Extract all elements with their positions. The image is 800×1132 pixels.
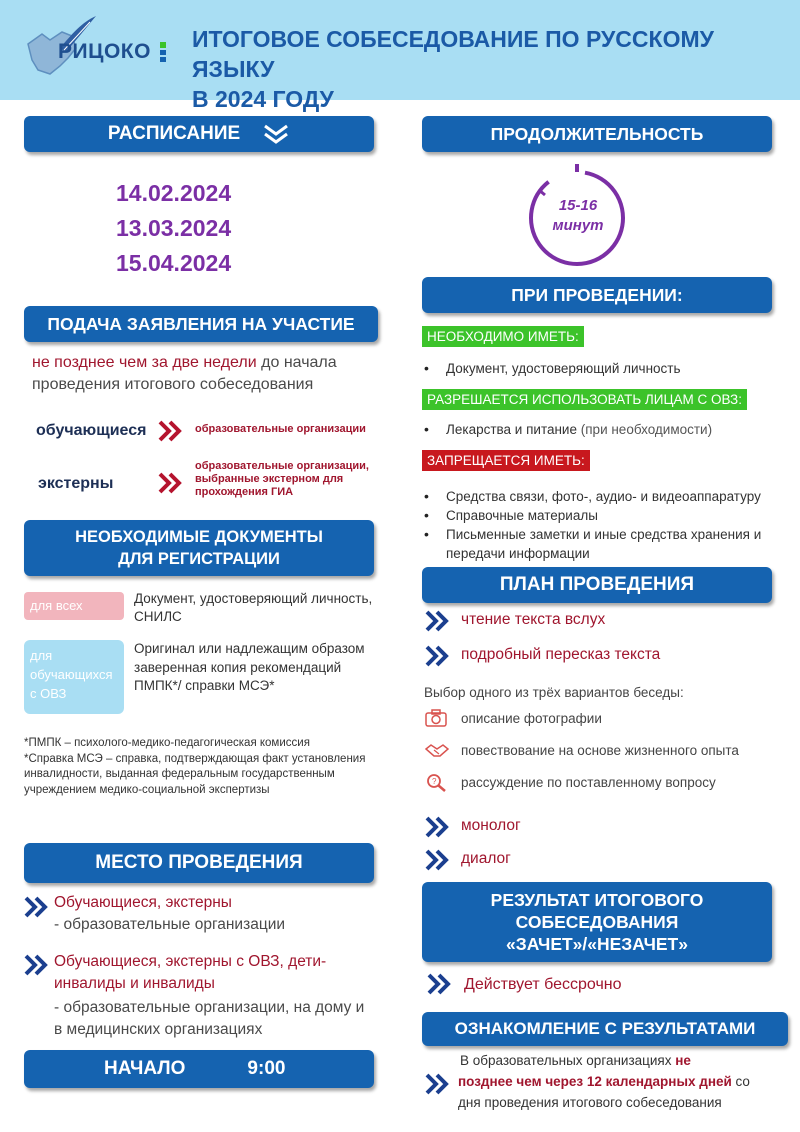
venue-where-2: - образовательные организации, на дому и в медицинских организациях bbox=[54, 999, 365, 1038]
must-have-list bbox=[424, 359, 784, 378]
logo-text: РИЦОКО bbox=[58, 40, 151, 63]
duration-header: ПРОДОЛЖИТЕЛЬНОСТЬ bbox=[422, 116, 772, 152]
chevron-right-icon bbox=[424, 610, 450, 632]
application-header: ПОДАЧА ЗАЯВЛЕНИЯ НА УЧАСТИЕ bbox=[24, 306, 378, 342]
schedule-header: РАСПИСАНИЕ bbox=[24, 116, 374, 152]
choice-photo: описание фотографии bbox=[461, 711, 602, 726]
applicant-students: обучающиеся bbox=[36, 422, 147, 439]
magnifier-icon bbox=[426, 773, 448, 793]
applicant-externs-where: образовательные организации, выбранные экстерном для прохождения ГИА bbox=[195, 460, 369, 498]
allowed-tag: РАЗРЕШАЕТСЯ ИСПОЛЬЗОВАТЬ ЛИЦАМ С ОВЗ: bbox=[422, 389, 747, 410]
chevron-right-icon bbox=[150, 420, 190, 442]
handshake-icon bbox=[425, 741, 449, 759]
plan-step-monologue: монолог bbox=[461, 817, 521, 834]
choice-reasoning: рассуждение по поставленному вопросу bbox=[461, 775, 716, 790]
during-header: ПРИ ПРОВЕДЕНИИ: bbox=[422, 277, 772, 313]
double-chevron-down-icon bbox=[262, 123, 290, 145]
chevron-right-icon bbox=[424, 849, 450, 871]
result-header: РЕЗУЛЬТАТ ИТОГОВОГО СОБЕСЕДОВАНИЯ «ЗАЧЕТ»/«НЕЗАЧЕТ» bbox=[422, 882, 772, 962]
duration-value: 15-16 минут bbox=[552, 197, 604, 234]
results-info-text: В образовательных организациях не позднее чем через 12 календарных дней со дня проведения итогового собеседования bbox=[458, 1053, 750, 1110]
schedule-date: 14.02.2024 bbox=[116, 180, 232, 206]
chevron-right-icon bbox=[24, 896, 48, 918]
start-label: НАЧАЛО bbox=[104, 1058, 186, 1079]
docs-for-all: Документ, удостоверяющий личность, СНИЛС bbox=[134, 591, 373, 624]
chevron-right-icon bbox=[426, 973, 452, 995]
chevron-right-icon bbox=[424, 1073, 450, 1095]
must-have-tag: НЕОБХОДИМО ИМЕТЬ: bbox=[422, 326, 584, 347]
forbidden-list bbox=[424, 487, 790, 563]
venue-where-1: - образовательные организации bbox=[54, 916, 286, 933]
schedule-date: 15.04.2024 bbox=[116, 250, 232, 276]
list-item: • Письменные заметки и иные средства хранения и передачи информации bbox=[424, 525, 790, 563]
documents-header: НЕОБХОДИМЫЕ ДОКУМЕНТЫ ДЛЯ РЕГИСТРАЦИИ bbox=[24, 520, 374, 576]
results-info-header: ОЗНАКОМЛЕНИЕ С РЕЗУЛЬТАТАМИ bbox=[422, 1012, 788, 1046]
schedule-date: 13.03.2024 bbox=[116, 215, 232, 241]
list-item: • Средства связи, фото-, аудио- и видеоаппаратуру bbox=[424, 487, 790, 506]
footnotes: *ПМПК – психолого-медико-педагогическая комиссия *Справка МСЭ – справка, подтверждающая факт установления инвалидности, выданная федеральным государственным учреждением медико-социальной экспертизы bbox=[24, 737, 366, 796]
page-title: ИТОГОВОЕ СОБЕСЕДОВАНИЕ ПО РУССКОМУ ЯЗЫКУ В 2024 ГОДУ bbox=[192, 26, 714, 112]
venue-who-1: Обучающиеся, экстерны bbox=[54, 894, 232, 911]
chevron-right-icon bbox=[424, 816, 450, 838]
venue-header: МЕСТО ПРОВЕДЕНИЯ bbox=[24, 843, 374, 883]
chevron-right-icon bbox=[424, 645, 450, 667]
applicant-students-where: образовательные организации bbox=[195, 423, 366, 435]
svg-text:?: ? bbox=[432, 777, 437, 786]
forbidden-tag: ЗАПРЕЩАЕТСЯ ИМЕТЬ: bbox=[422, 450, 590, 471]
plan-step-retelling: подробный пересказ текста bbox=[461, 646, 661, 663]
plan-step-reading: чтение текста вслух bbox=[461, 611, 606, 628]
label-for-ovz: для обучающихся с ОВЗ bbox=[24, 640, 124, 714]
docs-for-ovz: Оригинал или надлежащим образом заверенная копия рекомендаций ПМПК*/ справки МСЭ* bbox=[134, 641, 365, 693]
applicant-externs: экстерны bbox=[38, 475, 114, 492]
label-for-all: для всех bbox=[24, 592, 124, 620]
plan-header: ПЛАН ПРОВЕДЕНИЯ bbox=[422, 567, 772, 603]
application-deadline: не позднее чем за две недели до начала проведения итогового собеседования bbox=[32, 354, 337, 393]
list-item: • Лекарства и питание (при необходимости) bbox=[424, 420, 784, 439]
start-time-bar bbox=[24, 1050, 374, 1088]
plan-step-dialogue: диалог bbox=[461, 850, 511, 867]
choice-intro: Выбор одного из трёх вариантов беседы: bbox=[424, 685, 684, 700]
start-time: 9:00 bbox=[247, 1058, 286, 1079]
chevron-right-icon bbox=[24, 954, 48, 976]
allowed-list bbox=[424, 420, 784, 439]
list-item: • Документ, удостоверяющий личность bbox=[424, 359, 784, 378]
choice-story: повествование на основе жизненного опыта bbox=[461, 743, 739, 758]
logo-mark bbox=[160, 42, 166, 62]
camera-icon bbox=[425, 709, 447, 727]
chevron-right-icon bbox=[150, 472, 190, 494]
list-item: • Справочные материалы bbox=[424, 506, 790, 525]
result-validity: Действует бессрочно bbox=[464, 976, 622, 993]
venue-who-2: Обучающиеся, экстерны с ОВЗ, дети-инвалиды и инвалиды bbox=[54, 953, 327, 992]
